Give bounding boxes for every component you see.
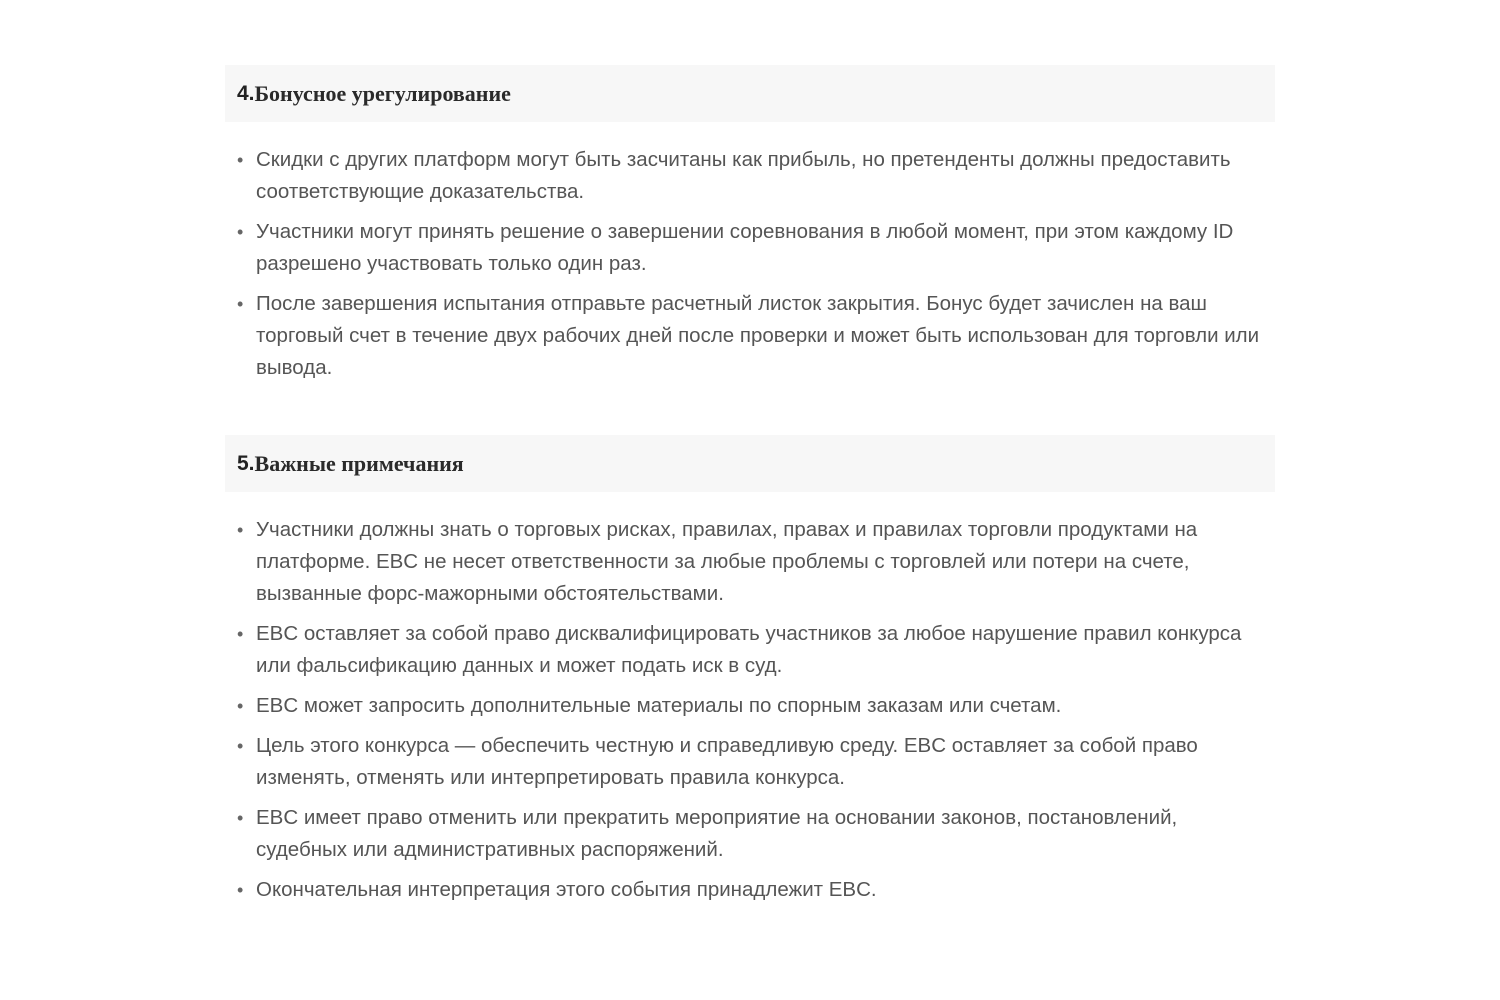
list-item: • После завершения испытания отправьте расчетный листок закрытия. Бонус будет зачислен на ваш торговый счет в течение двух рабочих дней после проверки и может быть использован для торговли или вывода. — [225, 288, 1275, 384]
section-important-notes — [225, 435, 1275, 906]
bullet-list — [225, 144, 1275, 384]
section-number: 5. — [237, 451, 255, 475]
section-title: Важные примечания — [254, 450, 464, 476]
bullet-list — [225, 514, 1275, 906]
list-item: • Участники должны знать о торговых рисках, правилах, правах и правилах торговли продуктами на платформе. EBC не несет ответственности за любые проблемы с торговлей или потери на счете, вызванные форс-мажорными обстоятельствами. — [225, 514, 1275, 610]
list-item: • EBC может запросить дополнительные материалы по спорным заказам или счетам. — [225, 690, 1275, 722]
list-item: • EBC оставляет за собой право дисквалифицировать участников за любое нарушение правил конкурса или фальсификацию данных и может подать иск в суд. — [225, 618, 1275, 682]
list-item: • Участники могут принять решение о завершении соревнования в любой момент, при этом каждому ID разрешено участвовать только один раз. — [225, 216, 1275, 280]
document-content — [225, 65, 1275, 914]
section-header — [225, 65, 1275, 122]
list-item: • Цель этого конкурса — обеспечить честную и справедливую среду. EBC оставляет за собой право изменять, отменять или интерпретировать правила конкурса. — [225, 730, 1275, 794]
section-bonus-settlement — [225, 65, 1275, 384]
list-item: • Окончательная интерпретация этого события принадлежит EBC. — [225, 874, 1275, 906]
section-header — [225, 435, 1275, 492]
section-title: Бонусное урегулирование — [254, 80, 511, 106]
list-item: • EBC имеет право отменить или прекратить мероприятие на основании законов, постановлений, судебных или административных распоряжений. — [225, 802, 1275, 866]
section-number: 4. — [237, 81, 255, 105]
list-item: • Скидки с других платформ могут быть засчитаны как прибыль, но претенденты должны предоставить соответствующие доказательства. — [225, 144, 1275, 208]
